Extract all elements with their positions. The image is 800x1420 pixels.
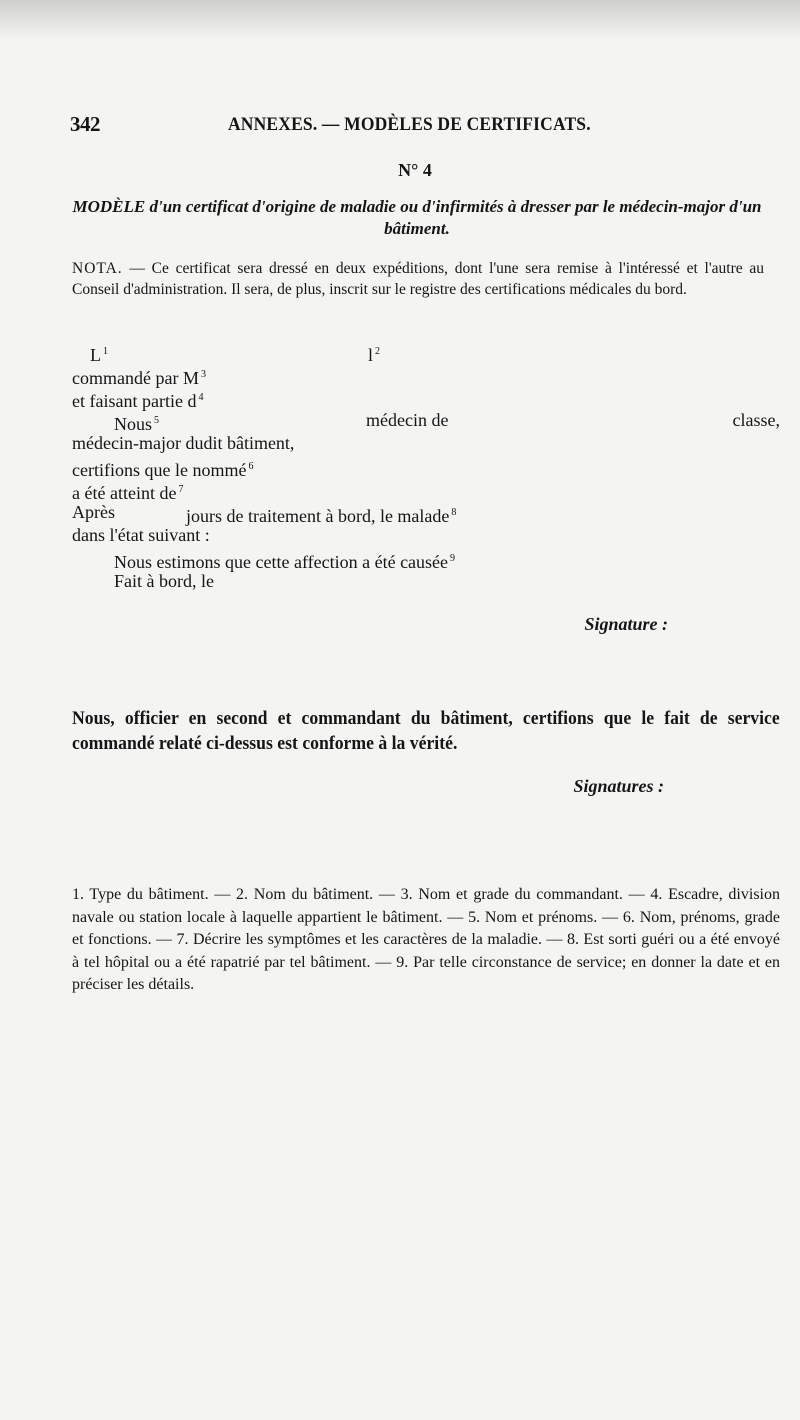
certificate-form xyxy=(72,340,780,593)
form-line-2: commandé par M $^3$ xyxy=(72,368,206,388)
nota-label: NOTA. xyxy=(72,260,123,277)
form-line-9: dans l'état suivant : xyxy=(72,525,210,545)
form-line-1 xyxy=(72,340,780,363)
form-line-8 xyxy=(72,501,780,524)
signature-label: Signature : xyxy=(584,614,668,634)
form-line-5: médecin-major dudit bâtiment, xyxy=(72,433,295,453)
form-line-6: certifions que le nommé $^6$ xyxy=(72,460,254,480)
running-head: ANNEXES. — MODÈLES DE CERTIFICATS. xyxy=(228,114,591,135)
form-field-apres: Après xyxy=(72,502,115,522)
form-field-name: l $^2$ xyxy=(368,345,381,365)
form-line-3: et faisant partie d $^4$ xyxy=(72,391,204,411)
page-shadow xyxy=(0,0,800,40)
signatures-label: Signatures : xyxy=(573,776,664,796)
form-field-type: L $^1$ xyxy=(90,345,108,365)
form-field-nous: Nous $^5$ xyxy=(114,414,160,434)
form-line-7: a été atteint de $^7$ xyxy=(72,483,184,503)
form-field-traitement: jours de traitement à bord, le malade $^8$ xyxy=(186,506,457,526)
footnotes: 1. Type du bâtiment. — 2. Nom du bâtiment. — 3. Nom et grade du commandant. — 4. Escadre, division navale ou station locale à laquelle appartient le bâtiment. — 5. Nom et prénoms. — 6. Nom, prénoms, grade et fonctions. — 7. Décrire les symptômes et les caractères de la maladie. — 8. Est sorti guéri ou a été envoyé à tel hôpital ou a été rapatrié par tel bâtiment. — 9. Par telle circonstance de service; en donner la date et en préciser les détails. xyxy=(72,886,780,993)
certification-paragraph: Nous, officier en second et commandant du bâtiment, certifions que le fait de service commandé relaté ci-dessus est conforme à la vérité. xyxy=(72,708,780,754)
form-field-classe: classe, xyxy=(732,410,780,430)
form-line-11: Fait à bord, le xyxy=(114,571,214,591)
form-line-4 xyxy=(72,409,780,432)
certificate-title: MODÈLE d'un certificat d'origine de maladie ou d'infirmités à dresser par le médecin-major d'un bâtiment. xyxy=(72,197,762,238)
page-header xyxy=(70,112,630,142)
model-number: N° 4 xyxy=(398,160,432,180)
nota-text: — Ce certificat sera dressé en deux expéditions, dont l'une sera remise à l'intéressé et l'autre au Conseil d'administration. Il sera, de plus, inscrit sur le registre des certifications médicales du bord. xyxy=(72,260,764,298)
page-number: 342 xyxy=(70,112,100,136)
nota-paragraph xyxy=(72,258,764,300)
form-line-10: Nous estimons que cette affection a été causée $^9$ xyxy=(114,552,456,572)
form-field-medecin: médecin de xyxy=(366,410,449,430)
